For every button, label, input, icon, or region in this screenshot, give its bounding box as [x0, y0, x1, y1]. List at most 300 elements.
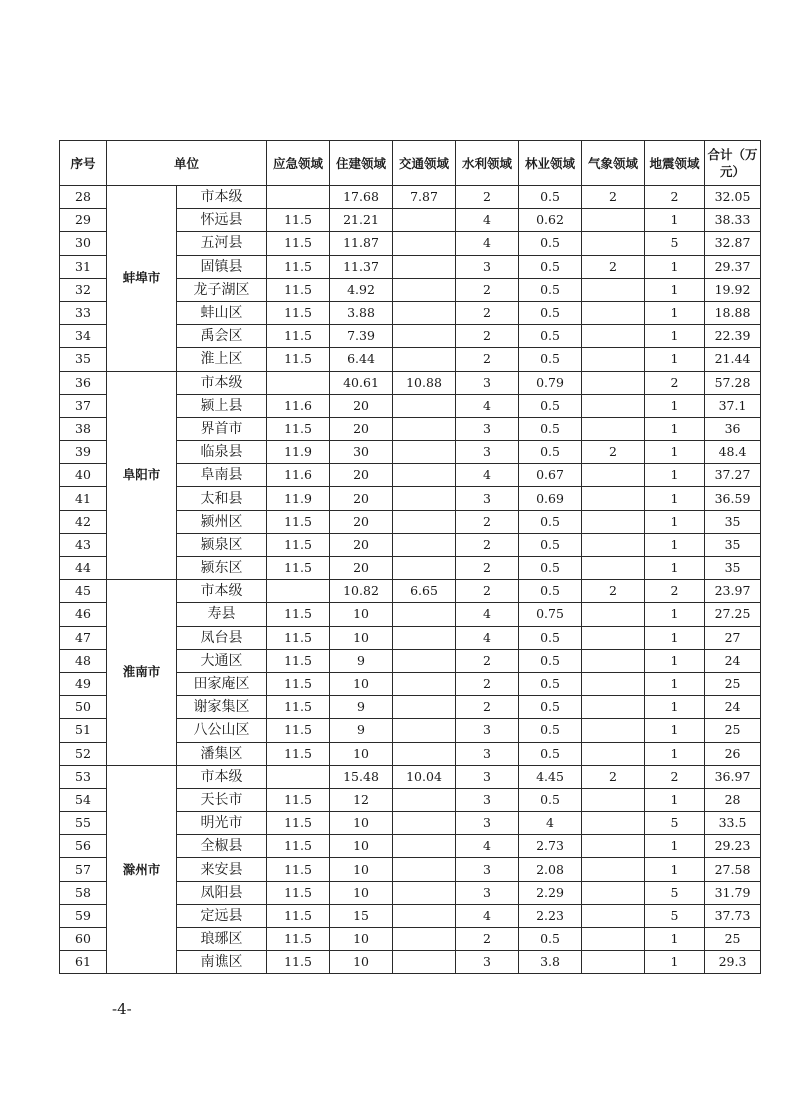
cell-transport	[393, 510, 456, 533]
cell-transport	[393, 858, 456, 881]
cell-county: 潘集区	[177, 742, 267, 765]
cell-meteorology	[582, 487, 645, 510]
cell-housing: 10	[330, 812, 393, 835]
cell-index: 43	[60, 533, 107, 556]
cell-city: 淮南市	[107, 580, 177, 766]
cell-total: 29.23	[705, 835, 761, 858]
cell-transport: 7.87	[393, 186, 456, 209]
cell-index: 42	[60, 510, 107, 533]
cell-index: 55	[60, 812, 107, 835]
cell-meteorology	[582, 649, 645, 672]
cell-total: 38.33	[705, 209, 761, 232]
cell-total: 18.88	[705, 301, 761, 324]
cell-emergency: 11.5	[267, 904, 330, 927]
cell-county: 市本级	[177, 186, 267, 209]
cell-water: 3	[456, 255, 519, 278]
cell-transport: 10.88	[393, 371, 456, 394]
cell-emergency: 11.5	[267, 649, 330, 672]
cell-index: 28	[60, 186, 107, 209]
cell-index: 56	[60, 835, 107, 858]
cell-emergency: 11.6	[267, 394, 330, 417]
cell-county: 龙子湖区	[177, 278, 267, 301]
cell-water: 4	[456, 904, 519, 927]
cell-earthquake: 1	[645, 649, 705, 672]
header-unit: 单位	[107, 141, 267, 186]
cell-water: 2	[456, 533, 519, 556]
cell-earthquake: 2	[645, 371, 705, 394]
cell-emergency: 11.5	[267, 232, 330, 255]
cell-earthquake: 1	[645, 255, 705, 278]
cell-transport	[393, 649, 456, 672]
cell-index: 34	[60, 325, 107, 348]
cell-index: 33	[60, 301, 107, 324]
cell-index: 48	[60, 649, 107, 672]
cell-index: 44	[60, 557, 107, 580]
cell-earthquake: 1	[645, 394, 705, 417]
cell-meteorology	[582, 742, 645, 765]
cell-housing: 10	[330, 951, 393, 974]
cell-transport	[393, 394, 456, 417]
cell-county: 禹会区	[177, 325, 267, 348]
cell-index: 59	[60, 904, 107, 927]
cell-county: 市本级	[177, 371, 267, 394]
cell-emergency: 11.5	[267, 417, 330, 440]
cell-meteorology: 2	[582, 441, 645, 464]
cell-forestry: 0.5	[519, 186, 582, 209]
table-row	[60, 371, 761, 394]
cell-housing: 20	[330, 394, 393, 417]
cell-index: 32	[60, 278, 107, 301]
cell-forestry: 0.5	[519, 255, 582, 278]
cell-forestry: 0.5	[519, 742, 582, 765]
cell-earthquake: 5	[645, 232, 705, 255]
cell-index: 29	[60, 209, 107, 232]
cell-meteorology	[582, 510, 645, 533]
cell-emergency: 11.5	[267, 301, 330, 324]
cell-total: 24	[705, 649, 761, 672]
cell-transport	[393, 696, 456, 719]
cell-total: 36.59	[705, 487, 761, 510]
cell-transport	[393, 557, 456, 580]
table-body	[60, 186, 761, 974]
cell-housing: 11.37	[330, 255, 393, 278]
cell-transport	[393, 626, 456, 649]
cell-earthquake: 1	[645, 858, 705, 881]
header-row	[60, 141, 761, 186]
cell-forestry: 0.5	[519, 672, 582, 695]
cell-index: 35	[60, 348, 107, 371]
cell-county: 固镇县	[177, 255, 267, 278]
cell-water: 3	[456, 951, 519, 974]
cell-total: 35	[705, 533, 761, 556]
cell-forestry: 0.5	[519, 928, 582, 951]
cell-emergency: 11.5	[267, 881, 330, 904]
cell-emergency: 11.5	[267, 928, 330, 951]
cell-emergency: 11.5	[267, 626, 330, 649]
cell-water: 2	[456, 510, 519, 533]
cell-earthquake: 1	[645, 533, 705, 556]
cell-total: 22.39	[705, 325, 761, 348]
cell-earthquake: 1	[645, 951, 705, 974]
cell-earthquake: 1	[645, 696, 705, 719]
cell-total: 37.1	[705, 394, 761, 417]
cell-meteorology	[582, 951, 645, 974]
cell-water: 3	[456, 788, 519, 811]
cell-meteorology: 2	[582, 186, 645, 209]
cell-housing: 12	[330, 788, 393, 811]
table-row	[60, 765, 761, 788]
cell-transport	[393, 719, 456, 742]
cell-county: 南谯区	[177, 951, 267, 974]
cell-transport	[393, 487, 456, 510]
cell-water: 2	[456, 278, 519, 301]
cell-emergency: 11.5	[267, 858, 330, 881]
cell-forestry: 0.79	[519, 371, 582, 394]
cell-transport	[393, 464, 456, 487]
cell-city: 滁州市	[107, 765, 177, 974]
cell-index: 54	[60, 788, 107, 811]
cell-index: 46	[60, 603, 107, 626]
cell-forestry: 0.5	[519, 348, 582, 371]
table-row	[60, 580, 761, 603]
header-meteorology: 气象领域	[582, 141, 645, 186]
cell-total: 25	[705, 719, 761, 742]
cell-forestry: 0.5	[519, 441, 582, 464]
header-emergency: 应急领域	[267, 141, 330, 186]
cell-meteorology: 2	[582, 255, 645, 278]
cell-meteorology	[582, 788, 645, 811]
cell-housing: 4.92	[330, 278, 393, 301]
cell-transport	[393, 951, 456, 974]
cell-housing: 40.61	[330, 371, 393, 394]
cell-forestry: 0.5	[519, 626, 582, 649]
cell-total: 26	[705, 742, 761, 765]
cell-meteorology	[582, 417, 645, 440]
cell-total: 25	[705, 672, 761, 695]
cell-meteorology	[582, 835, 645, 858]
cell-earthquake: 5	[645, 812, 705, 835]
cell-total: 19.92	[705, 278, 761, 301]
cell-housing: 11.87	[330, 232, 393, 255]
cell-housing: 15.48	[330, 765, 393, 788]
cell-index: 51	[60, 719, 107, 742]
cell-forestry: 0.67	[519, 464, 582, 487]
cell-housing: 10	[330, 928, 393, 951]
cell-forestry: 0.5	[519, 788, 582, 811]
cell-meteorology	[582, 881, 645, 904]
cell-county: 明光市	[177, 812, 267, 835]
header-index: 序号	[60, 141, 107, 186]
cell-emergency: 11.5	[267, 557, 330, 580]
cell-earthquake: 2	[645, 186, 705, 209]
cell-emergency: 11.5	[267, 696, 330, 719]
cell-transport	[393, 301, 456, 324]
cell-index: 41	[60, 487, 107, 510]
cell-transport	[393, 835, 456, 858]
cell-total: 28	[705, 788, 761, 811]
cell-emergency: 11.5	[267, 835, 330, 858]
cell-forestry: 0.75	[519, 603, 582, 626]
cell-earthquake: 1	[645, 325, 705, 348]
cell-county: 蚌山区	[177, 301, 267, 324]
cell-index: 31	[60, 255, 107, 278]
cell-total: 21.44	[705, 348, 761, 371]
cell-housing: 10	[330, 742, 393, 765]
cell-water: 2	[456, 696, 519, 719]
cell-county: 淮上区	[177, 348, 267, 371]
cell-emergency: 11.6	[267, 464, 330, 487]
cell-housing: 20	[330, 557, 393, 580]
cell-emergency: 11.5	[267, 510, 330, 533]
cell-earthquake: 1	[645, 301, 705, 324]
cell-housing: 9	[330, 696, 393, 719]
cell-housing: 17.68	[330, 186, 393, 209]
cell-forestry: 0.69	[519, 487, 582, 510]
cell-housing: 10	[330, 881, 393, 904]
cell-earthquake: 5	[645, 881, 705, 904]
cell-index: 53	[60, 765, 107, 788]
cell-water: 3	[456, 881, 519, 904]
cell-emergency: 11.5	[267, 348, 330, 371]
cell-meteorology	[582, 904, 645, 927]
header-water: 水利领域	[456, 141, 519, 186]
cell-earthquake: 1	[645, 464, 705, 487]
cell-index: 58	[60, 881, 107, 904]
cell-emergency	[267, 580, 330, 603]
cell-housing: 20	[330, 464, 393, 487]
cell-county: 颍泉区	[177, 533, 267, 556]
cell-county: 五河县	[177, 232, 267, 255]
cell-index: 49	[60, 672, 107, 695]
cell-total: 48.4	[705, 441, 761, 464]
cell-housing: 15	[330, 904, 393, 927]
cell-housing: 10	[330, 626, 393, 649]
cell-housing: 21.21	[330, 209, 393, 232]
cell-emergency: 11.5	[267, 742, 330, 765]
cell-earthquake: 1	[645, 348, 705, 371]
cell-index: 60	[60, 928, 107, 951]
cell-water: 4	[456, 626, 519, 649]
cell-earthquake: 1	[645, 209, 705, 232]
cell-county: 大通区	[177, 649, 267, 672]
cell-index: 37	[60, 394, 107, 417]
cell-county: 阜南县	[177, 464, 267, 487]
cell-index: 61	[60, 951, 107, 974]
cell-earthquake: 1	[645, 603, 705, 626]
cell-housing: 7.39	[330, 325, 393, 348]
cell-total: 35	[705, 557, 761, 580]
cell-meteorology	[582, 812, 645, 835]
cell-county: 琅琊区	[177, 928, 267, 951]
cell-meteorology	[582, 928, 645, 951]
cell-water: 4	[456, 835, 519, 858]
cell-transport	[393, 881, 456, 904]
cell-meteorology	[582, 557, 645, 580]
cell-transport	[393, 278, 456, 301]
header-transport: 交通领域	[393, 141, 456, 186]
cell-housing: 9	[330, 719, 393, 742]
cell-forestry: 2.08	[519, 858, 582, 881]
cell-county: 八公山区	[177, 719, 267, 742]
cell-county: 田家庵区	[177, 672, 267, 695]
cell-county: 定远县	[177, 904, 267, 927]
cell-meteorology	[582, 301, 645, 324]
cell-housing: 10	[330, 858, 393, 881]
cell-meteorology: 2	[582, 580, 645, 603]
cell-earthquake: 1	[645, 557, 705, 580]
cell-water: 2	[456, 580, 519, 603]
cell-forestry: 0.5	[519, 278, 582, 301]
cell-county: 怀远县	[177, 209, 267, 232]
cell-forestry: 2.23	[519, 904, 582, 927]
cell-emergency: 11.5	[267, 209, 330, 232]
cell-water: 2	[456, 928, 519, 951]
table-row	[60, 186, 761, 209]
funding-table	[59, 140, 761, 974]
cell-housing: 30	[330, 441, 393, 464]
cell-forestry: 0.5	[519, 649, 582, 672]
cell-county: 临泉县	[177, 441, 267, 464]
cell-emergency: 11.5	[267, 788, 330, 811]
cell-earthquake: 1	[645, 441, 705, 464]
cell-water: 3	[456, 719, 519, 742]
cell-transport: 6.65	[393, 580, 456, 603]
cell-forestry: 0.5	[519, 696, 582, 719]
cell-total: 36	[705, 417, 761, 440]
cell-earthquake: 1	[645, 417, 705, 440]
cell-transport	[393, 232, 456, 255]
cell-earthquake: 5	[645, 904, 705, 927]
cell-county: 颍东区	[177, 557, 267, 580]
cell-transport	[393, 812, 456, 835]
cell-water: 3	[456, 487, 519, 510]
cell-housing: 3.88	[330, 301, 393, 324]
cell-city: 蚌埠市	[107, 186, 177, 372]
cell-water: 2	[456, 649, 519, 672]
cell-meteorology	[582, 348, 645, 371]
cell-meteorology	[582, 371, 645, 394]
cell-index: 47	[60, 626, 107, 649]
cell-transport	[393, 348, 456, 371]
cell-emergency: 11.5	[267, 533, 330, 556]
cell-total: 37.73	[705, 904, 761, 927]
cell-water: 2	[456, 301, 519, 324]
cell-water: 4	[456, 209, 519, 232]
cell-water: 3	[456, 812, 519, 835]
cell-forestry: 0.5	[519, 510, 582, 533]
cell-forestry: 2.73	[519, 835, 582, 858]
cell-index: 39	[60, 441, 107, 464]
cell-housing: 6.44	[330, 348, 393, 371]
cell-water: 4	[456, 394, 519, 417]
cell-index: 30	[60, 232, 107, 255]
cell-transport	[393, 672, 456, 695]
cell-earthquake: 1	[645, 835, 705, 858]
cell-emergency: 11.5	[267, 812, 330, 835]
header-forestry: 林业领域	[519, 141, 582, 186]
cell-index: 40	[60, 464, 107, 487]
cell-total: 35	[705, 510, 761, 533]
cell-county: 市本级	[177, 765, 267, 788]
cell-total: 23.97	[705, 580, 761, 603]
cell-transport	[393, 742, 456, 765]
cell-total: 57.28	[705, 371, 761, 394]
cell-transport: 10.04	[393, 765, 456, 788]
cell-transport	[393, 603, 456, 626]
cell-meteorology	[582, 325, 645, 348]
cell-water: 4	[456, 232, 519, 255]
cell-meteorology	[582, 696, 645, 719]
cell-water: 2	[456, 672, 519, 695]
cell-meteorology	[582, 394, 645, 417]
cell-earthquake: 1	[645, 719, 705, 742]
cell-water: 3	[456, 417, 519, 440]
cell-index: 57	[60, 858, 107, 881]
cell-county: 市本级	[177, 580, 267, 603]
cell-earthquake: 1	[645, 487, 705, 510]
cell-forestry: 0.62	[519, 209, 582, 232]
cell-transport	[393, 325, 456, 348]
header-housing: 住建领域	[330, 141, 393, 186]
table-header	[60, 141, 761, 186]
cell-forestry: 0.5	[519, 719, 582, 742]
cell-total: 27.25	[705, 603, 761, 626]
cell-emergency: 11.5	[267, 672, 330, 695]
cell-total: 33.5	[705, 812, 761, 835]
cell-housing: 10	[330, 672, 393, 695]
cell-county: 凤阳县	[177, 881, 267, 904]
cell-meteorology	[582, 672, 645, 695]
cell-forestry: 0.5	[519, 394, 582, 417]
cell-housing: 10.82	[330, 580, 393, 603]
cell-earthquake: 1	[645, 672, 705, 695]
cell-emergency	[267, 371, 330, 394]
cell-total: 24	[705, 696, 761, 719]
cell-city: 阜阳市	[107, 371, 177, 580]
cell-county: 颍上县	[177, 394, 267, 417]
cell-county: 谢家集区	[177, 696, 267, 719]
header-earthquake: 地震领域	[645, 141, 705, 186]
cell-forestry: 4	[519, 812, 582, 835]
cell-meteorology	[582, 719, 645, 742]
cell-meteorology	[582, 209, 645, 232]
cell-forestry: 0.5	[519, 557, 582, 580]
cell-emergency: 11.5	[267, 603, 330, 626]
cell-earthquake: 1	[645, 278, 705, 301]
cell-total: 32.87	[705, 232, 761, 255]
cell-index: 36	[60, 371, 107, 394]
cell-county: 太和县	[177, 487, 267, 510]
cell-transport	[393, 417, 456, 440]
cell-total: 31.79	[705, 881, 761, 904]
cell-earthquake: 1	[645, 742, 705, 765]
cell-earthquake: 2	[645, 580, 705, 603]
cell-housing: 20	[330, 510, 393, 533]
cell-emergency: 11.9	[267, 441, 330, 464]
cell-index: 45	[60, 580, 107, 603]
cell-meteorology	[582, 232, 645, 255]
cell-county: 凤台县	[177, 626, 267, 649]
cell-transport	[393, 209, 456, 232]
cell-index: 52	[60, 742, 107, 765]
cell-water: 3	[456, 742, 519, 765]
cell-water: 3	[456, 765, 519, 788]
cell-emergency: 11.5	[267, 951, 330, 974]
cell-meteorology	[582, 858, 645, 881]
cell-emergency: 11.5	[267, 278, 330, 301]
cell-transport	[393, 441, 456, 464]
cell-meteorology	[582, 626, 645, 649]
